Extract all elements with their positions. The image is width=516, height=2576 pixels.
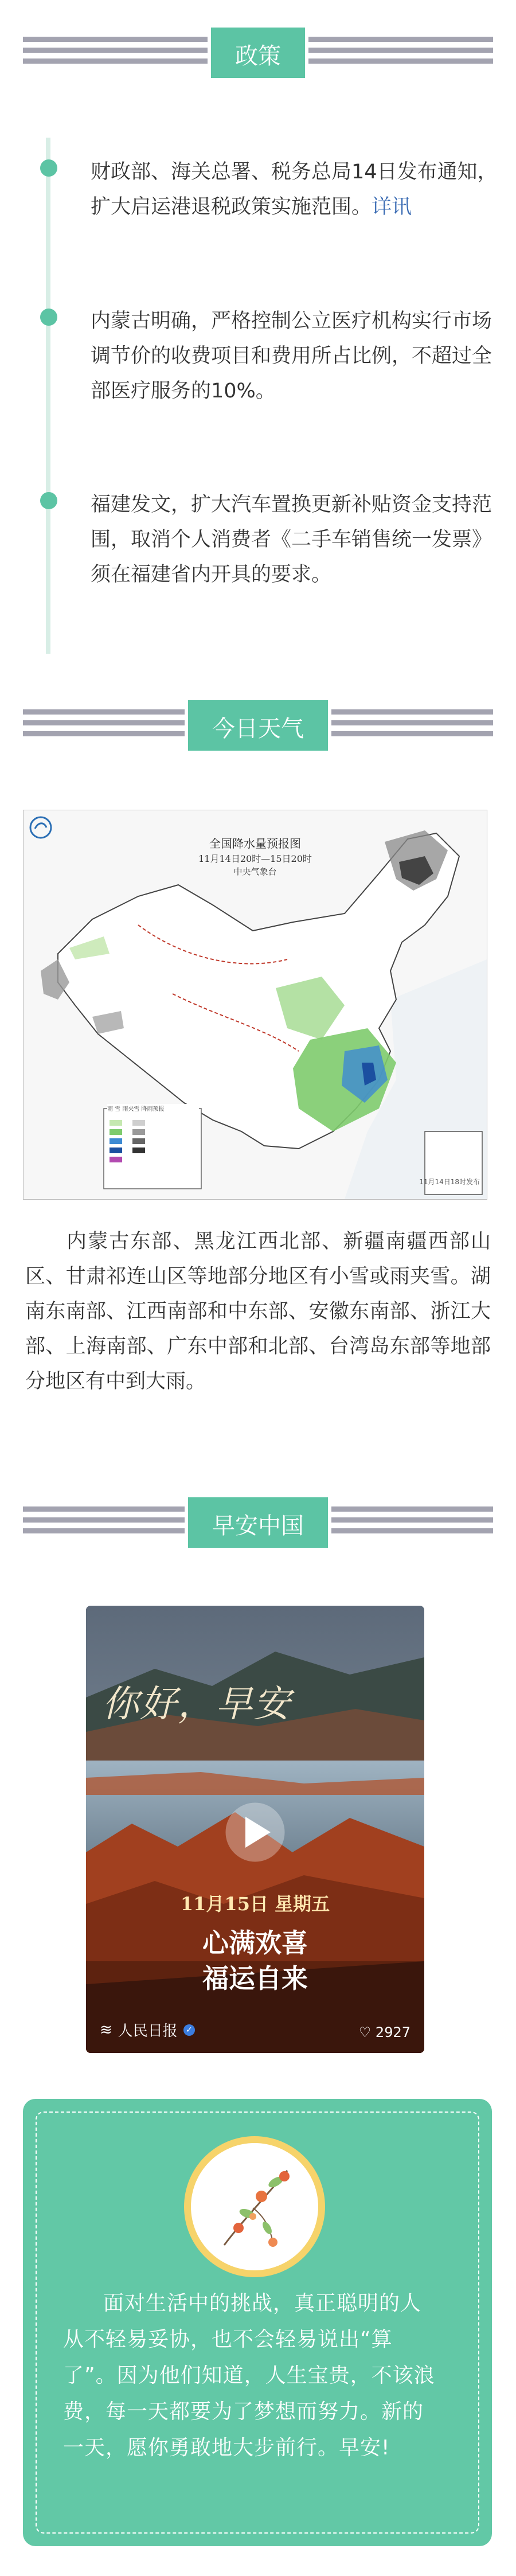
precipitation-forecast-map: [23, 810, 487, 1200]
section-title-morning: 早安中国: [185, 1494, 331, 1551]
detail-link[interactable]: 详讯: [372, 196, 412, 218]
policy-item-text: 内蒙古明确，严格控制公立医疗机构实行市场调节价的收费项目和费用所占比例，不超过全部医疗服务的10%。: [91, 310, 492, 403]
like-count: 2927: [375, 2024, 411, 2040]
policy-item-text: 财政部、海关总署、税务总局14日发布通知，扩大启运港退税政策实施范围。: [91, 161, 498, 218]
verified-badge-icon: ✓: [183, 2024, 195, 2036]
closing-message: 面对生活中的挑战，真正聪明的人从不轻易妥协，也不会轻易说出“算了”。因为他们知道，人生宝贵，不该浪费，每一天都要为了梦想而努力。新的一天，愿你勇敢地大步前行。早安!: [63, 2292, 435, 2460]
section-title-policy: 政策: [208, 24, 308, 81]
map-title: 全国降水量预报图: [209, 837, 301, 850]
card-slogan-line2: 福运自来: [202, 1963, 308, 1994]
weather-summary: 内蒙古东部、黑龙江西北部、新疆南疆西部山区、甘肃祁连山区等地部分地区有小雪或雨夹雪。湖南东南部、江西南部和中东部、安徽东南部、浙江大部、上海南部、广东中部和北部、台湾岛东部等地部分地区有中到大雨。: [25, 1230, 491, 1393]
map-legend-title: 雨 雪 雨夹雪 降雨预报: [107, 1104, 199, 1113]
map-issue-stamp: 11月14日18时发布: [419, 1178, 480, 1186]
morning-video-card[interactable]: [86, 1606, 424, 2053]
flower-branch-icon: [184, 2136, 325, 2277]
card-date: 11月15日 星期五: [180, 1893, 330, 1915]
flower-badge: [184, 2136, 325, 2277]
policy-item-3: [40, 487, 499, 592]
policy-item-1: [40, 155, 499, 225]
bullet-dot: [40, 159, 57, 177]
calligraphy-greeting: 你好，早安: [102, 1683, 291, 1726]
publisher-row[interactable]: [100, 2019, 195, 2040]
policy-item-text: 福建发文，扩大汽车置换更新补贴资金支持范围，取消个人消费者《二手车销售统一发票》须在福建省内开具的要求。: [91, 493, 492, 586]
bullet-dot: [40, 309, 57, 326]
map-source: 中央气象台: [233, 867, 277, 877]
publisher-logo-icon: ≋: [100, 2021, 112, 2039]
like-icon: ♡: [358, 2024, 372, 2040]
like-counter[interactable]: [359, 2024, 411, 2040]
map-period: 11月14日20时—15日20时: [198, 853, 312, 864]
section-title-weather: 今日天气: [185, 697, 331, 754]
bullet-dot: [40, 492, 57, 509]
publisher-name: 人民日报: [118, 2023, 178, 2040]
card-slogan-line1: 心满欢喜: [202, 1927, 308, 1958]
policy-item-2: [40, 304, 499, 409]
